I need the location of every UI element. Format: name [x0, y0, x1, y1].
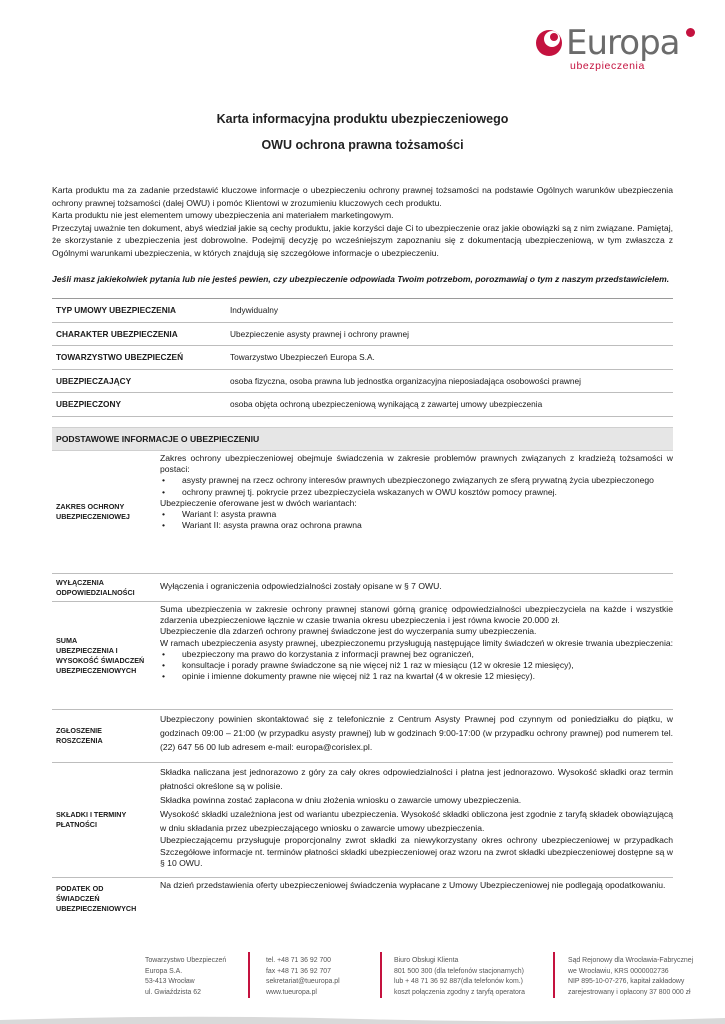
intro-paragraph: Przeczytaj uważnie ten dokument, abyś wiedział jakie są cechy produktu, jakie korzyści daje Ci to ubezpieczenie oraz jakie obowiązki są z nim związane. Pamiętaj, że skorzystanie z ubezpieczenia jest dobrowolne. Podejmij decyzję po wcześniejszym zapoznaniu się z dokumentacją ubezpieczeniową, w tym zwłaszcza z Ogólnymi warunkami ubezpieczenia, w których znajdują się szczegółowe informacje o ubezpieczeniu. — [52, 222, 673, 258]
footer-registry: Sąd Rejonowy dla Wrocławia-Fabrycznej we Wrocławiu, KRS 0000002736 NIP 895-10-07-276, kapitał zakładowy zarejestrowany i opłacony 37 800 000 zł — [568, 957, 694, 996]
sum-section — [52, 602, 673, 710]
table-row — [52, 346, 673, 370]
footer-divider — [380, 952, 382, 998]
exclusions-section — [52, 574, 673, 602]
list-item: • opinie i imienne dokumenty prawne nie więcej niż 1 raz na kwartał (4 w okresie 12 miesięcy). — [160, 671, 673, 682]
intro-question: Jeśli masz jakiekolwiek pytania lub nie jesteś pewien, czy ubezpieczenie odpowiada Twoim potrzebom, porozmawiaj o tym z naszym przedstawicielem. — [52, 274, 670, 284]
table-row — [52, 393, 673, 417]
section-content: Suma ubezpieczenia w zakresie ochrony prawnej stanowi górną granicę odpowiedzialności ubezpieczyciela na każde i wszystkie zdarzenia ubezpieczeniowe łącznie w czasie trwania okresu ubezpieczenia i jest równa kwocie 20.000 zł. Ubezpieczenie dla zdarzeń ochrony prawnej świadczone jest do wyczerpania sumy ubezpieczenia. W ramach ubezpieczenia asysty prawnej, ubezpieczonemu przysługują następujące limity świadczeń w okresie trwania ubezpieczenia: • ubezpieczony ma prawo do korzystania z informacji prawnej bez ograniczeń, • konsultacje i porady prawne świadczone są nie więcej niż 1 raz w miesiącu (12 w okresie 12 miesięcy), • opinie i imienne dokumenty prawne nie więcej niż 1 raz na kwartał (4 w okresie 12 miesięcy). — [156, 602, 673, 709]
intro-text — [52, 184, 673, 260]
section-content: Na dzień przedstawienia oferty ubezpieczeniowej świadczenia wypłacane z Umowy Ubezpieczeniowej nie podlegają opodatkowaniu. — [160, 880, 666, 890]
basic-info-heading: PODSTAWOWE INFORMACJE O UBEZPIECZENIU — [52, 427, 673, 451]
row-value: osoba objęta ochroną ubezpieczeniową wynikającą z zawartej umowy ubezpieczenia — [230, 399, 543, 410]
footer-company: Towarzystwo Ubezpieczeń Europa S.A. 53-413 Wrocław ul. Gwiaździsta 62 — [145, 957, 227, 996]
logo-name: Europa — [566, 23, 680, 63]
intro-paragraph: Karta produktu ma za zadanie przedstawić kluczowe informacje o ubezpieczeniu ochrony prawnej tożsamości na podstawie Ogólnych warunków ubezpieczenia ochrony prawnej tożsamości (dalej OWU) i pomóc Klientowi w zrozumieniu kluczowych cech produktu. — [52, 185, 673, 208]
list-item: • Wariant I: asysta prawna — [160, 509, 673, 520]
section-label: PODATEK OD ŚWIADCZEŃ UBEZPIECZENIOWYCH — [56, 884, 137, 913]
list-item: • Wariant II: asysta prawna oraz ochrona prawna — [160, 520, 673, 531]
row-value: Towarzystwo Ubezpieczeń Europa S.A. — [230, 352, 375, 363]
section-label: ZGŁOSZENIE ROSZCZENIA — [56, 726, 103, 745]
list-item: • ubezpieczony ma prawo do korzystania z informacji prawnej bez ograniczeń, — [160, 649, 673, 660]
footer-contact: tel. +48 71 36 92 700 fax +48 71 36 92 707 sekretariat@tueuropa.pl www.tueuropa.pl — [266, 957, 340, 996]
section-label: WYŁĄCZENIA ODPOWIEDZIALNOŚCI — [56, 577, 135, 597]
section-content: Wyłączenia i ograniczenia odpowiedzialności zostały opisane w § 7 OWU. — [160, 581, 442, 592]
list-item: • konsultacje i porady prawne świadczone są nie więcej niż 1 raz w miesiącu (12 w okresie 12 miesięcy), — [160, 660, 673, 671]
row-value: Indywidualny — [230, 305, 278, 316]
row-value: Ubezpieczenie asysty prawnej i ochrony prawnej — [230, 328, 409, 339]
footer-customer-service: Biuro Obsługi Klienta 801 500 300 (dla telefonów stacjonarnych) lub + 48 71 36 92 887(dla telefonów kom.) koszt połączenia zgodny z taryfą operatora — [394, 957, 525, 996]
basic-info-table — [52, 427, 673, 920]
section-label: SKŁADKI I TERMINY PŁATNOŚCI — [56, 810, 127, 829]
intro-paragraph: Karta produktu nie jest elementem umowy ubezpieczenia ani materiałem marketingowym. — [52, 210, 394, 221]
row-label: TOWARZYSTWO UBEZPIECZEŃ — [56, 352, 184, 363]
row-label: UBEZPIECZONY — [56, 399, 121, 410]
section-label: ZAKRES OCHRONY UBEZPIECZENIOWEJ — [56, 502, 130, 521]
document-subtitle: OWU ochrona prawna tożsamości — [261, 138, 464, 152]
summary-table — [52, 298, 673, 417]
footer-wave-decoration — [0, 1014, 725, 1024]
scope-section — [52, 451, 673, 574]
row-label: UBEZPIECZAJĄCY — [56, 375, 132, 386]
table-row — [52, 370, 673, 394]
logo-subtitle: ubezpieczenia — [570, 60, 645, 72]
section-content: Ubezpieczony powinien skontaktować się z telefonicznie z Centrum Asysty Prawnej pod czynnym od poniedziałku do piątku, w godzinach 09:00 – 21:00 (w przypadku asysty prawnej) lub w godzinach 9:00-17:00 (w przypadku ochrony prawnej) pod numerem tel. (22) 647 56 00 lub adresem e-mail: europa@corislex.pl. — [160, 714, 673, 752]
table-row — [52, 323, 673, 347]
claim-section — [52, 710, 673, 763]
list-item: • ochrony prawnej tj. pokrycie przez ubezpieczyciela wskazanych w OWU kosztów pomocy prawnej. — [160, 487, 673, 498]
europa-swirl-icon — [534, 28, 564, 58]
company-logo — [530, 22, 700, 74]
footer-divider — [248, 952, 250, 998]
row-label: CHARAKTER UBEZPIECZENIA — [56, 328, 178, 339]
document-title: Karta informacyjna produktu ubezpieczeniowego — [216, 112, 509, 126]
logo-dot-icon — [686, 28, 695, 37]
tax-section — [52, 878, 673, 920]
section-content: Zakres ochrony ubezpieczeniowej obejmuje świadczenia w zakresie problemów prawnych związanych z kradzieżą tożsamości w postaci: • asysty prawnej na rzecz ochrony interesów prawnych ubezpieczonego związanych ze sferą prywatną życia ubezpieczonego • ochrony prawnej tj. pokrycie przez ubezpieczyciela wskazanych w OWU kosztów pomocy prawnej. Ubezpieczenie oferowane jest w dwóch wariantach: • Wariant I: asysta prawna • Wariant II: asysta prawna oraz ochrona prawna — [156, 451, 673, 573]
premium-section — [52, 763, 673, 878]
section-content: Składka naliczana jest jednorazowo z góry za cały okres odpowiedzialności i płatna jest jednorazowo. Wysokość składki oraz termin płatności określone są w polisie. Składka powinna zostać zapłacona w dniu złożenia wniosku o zawarcie umowy ubezpieczenia. Wysokość składki uzależniona jest od wariantu ubezpieczenia. Wysokość składki obliczona jest zgodnie z taryfą składek obowiązującą w dniu składania przez ubezpieczającego wniosku o zawarcie umowy ubezpieczenia. Ubezpieczającemu przysługuje proporcjonalny zwrot składki za niewykorzystany okres ochrony ubezpieczeniowej w przypadkach Szczegółowe informacje nt. terminów płatności składki ubezpieczeniowej oraz wzoru na zwrot składki ubezpieczeniowej dostępne są w § 10 OWU. — [160, 767, 674, 868]
row-value: osoba fizyczna, osoba prawna lub jednostka organizacyjna nieposiadająca osobowości prawnej — [230, 375, 581, 386]
page-footer — [0, 948, 725, 1008]
footer-divider — [553, 952, 555, 998]
list-item: • asysty prawnej na rzecz ochrony interesów prawnych ubezpieczonego związanych ze sferą prywatną życia ubezpieczonego — [160, 475, 673, 486]
table-row — [52, 299, 673, 323]
row-label: TYP UMOWY UBEZPIECZENIA — [56, 305, 177, 316]
section-label: SUMA UBEZPIECZENIA I WYSOKOŚĆ ŚWIADCZEŃ UBEZPIECZENIOWYCH — [56, 635, 145, 675]
